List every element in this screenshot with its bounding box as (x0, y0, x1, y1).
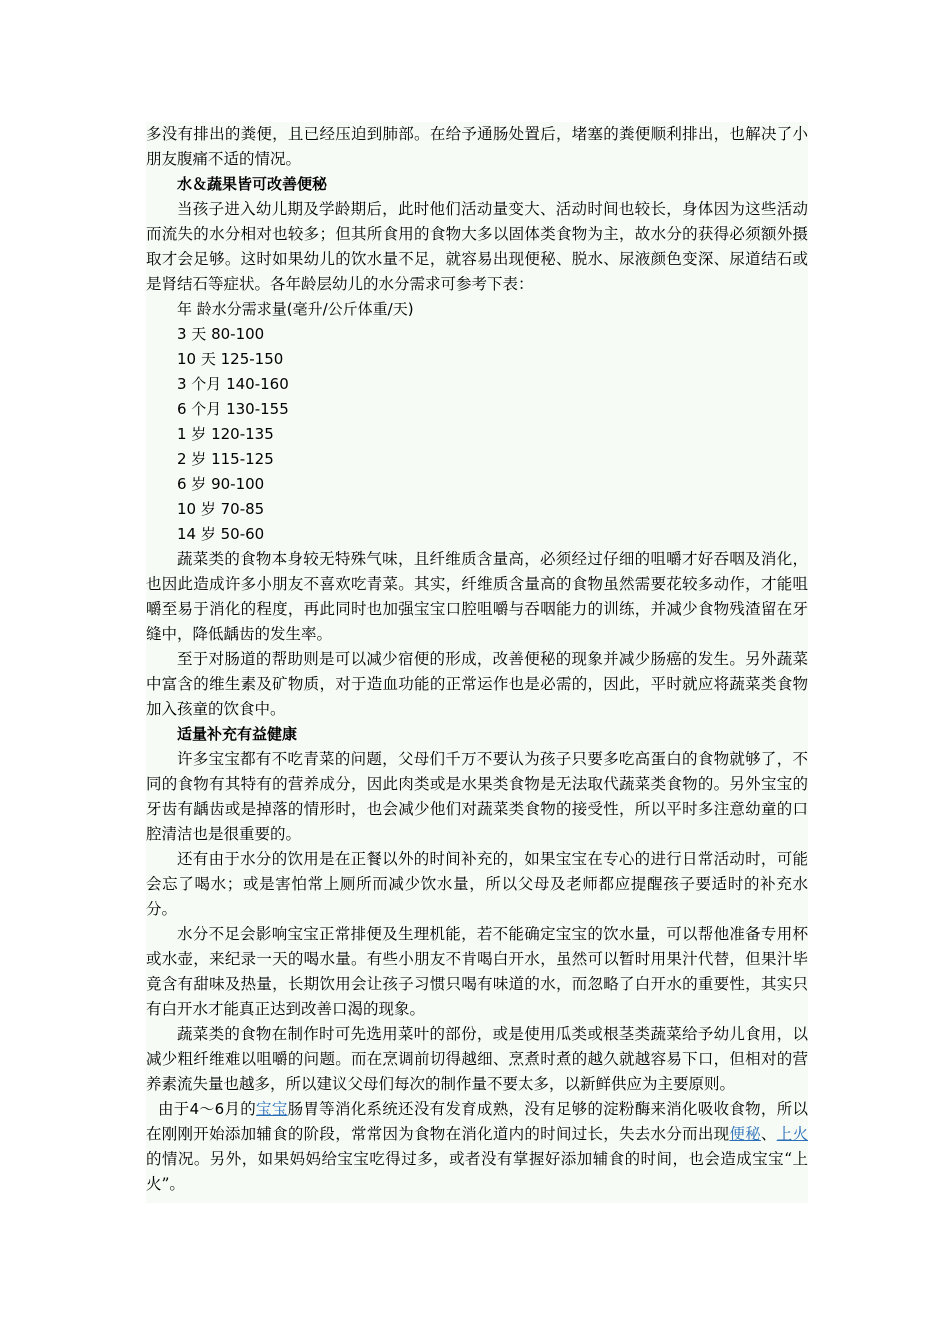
table-row: 14 岁 50-60 (177, 525, 265, 543)
table-row: 3 个月 140-160 (177, 375, 289, 393)
text-fragment: 月的 (224, 1100, 257, 1118)
text-fragment: 4～6 (189, 1100, 225, 1118)
section-heading-water-vegetables: 水＆蔬果皆可改善便秘 (177, 175, 328, 193)
paragraph-drinking-water: 还有由于水分的饮用是在正餐以外的时间补充的，如果宝宝在专心的进行日常活动时，可能会忘了喝水；或是害怕常上厕所而减少饮水量，所以父母及老师都应提醒孩子要适时的补充水分。 (146, 850, 808, 918)
text-fragment: 的情况。另外，如果妈妈给宝宝吃得过多，或者没有掌握好添加辅食的时间，也会造成宝宝“上火”。 (146, 1150, 808, 1193)
table-row: 3 天 80-100 (177, 325, 265, 343)
table-row: 10 天 125-150 (177, 350, 284, 368)
table-row: 6 岁 90-100 (177, 475, 265, 493)
table-header: 年 龄水分需求量(毫升/公斤体重/天) (177, 300, 414, 318)
paragraph-no-vegetables: 许多宝宝都有不吃青菜的问题，父母们千万不要认为孩子只要多吃高蛋白的食物就够了，不同的食物有其特有的营养成分，因此肉类或是水果类食物是无法取代蔬菜类食物的。另外宝宝的牙齿有龋齿或是掉落的情形时，也会减少他们对蔬菜类食物的接受性，所以平时多注意幼童的口腔清洁也是很重要的。 (146, 750, 808, 843)
link-baby[interactable]: 宝宝 (256, 1100, 288, 1118)
paragraph-vegetable-preparation: 蔬菜类的食物在制作时可先选用菜叶的部份，或是使用瓜类或根茎类蔬菜给予幼儿食用，以减少粗纤维难以咀嚼的问题。而在烹调前切得越细、烹煮时煮的越久就越容易下口，但相对的营养素流失量也越多，所以建议父母们每次的制作量不要太多，以新鲜供应为主要原则。 (146, 1025, 808, 1093)
water-requirement-table (146, 297, 808, 547)
link-internal-heat[interactable]: 上火 (776, 1125, 808, 1143)
text-fragment: 肠胃等消化系统还没有发育成熟，没有足够的淀粉酶来消化吸收食物，所以在刚刚开始添加辅食的阶段，常常因为食物在消化道内的时间过长，失去水分而出现 (146, 1100, 808, 1143)
section-heading-healthy-supplement: 适量补充有益健康 (177, 725, 298, 743)
paragraph-complementary-food (146, 1097, 808, 1197)
article-body (146, 122, 808, 1203)
paragraph-vegetable-fiber: 蔬菜类的食物本身较无特殊气味，且纤维质含量高，必须经过仔细的咀嚼才好吞咽及消化，也因此造成许多小朋友不喜欢吃青菜。其实，纤维质含量高的食物虽然需要花较多动作，才能咀嚼至易于消化的程度，再此同时也加强宝宝口腔咀嚼与吞咽能力的训练，并减少食物残渣留在牙缝中，降低龋齿的发生率。 (146, 550, 808, 643)
table-row: 6 个月 130-155 (177, 400, 289, 418)
table-row: 2 岁 115-125 (177, 450, 274, 468)
paragraph-insufficient-water: 水分不足会影响宝宝正常排便及生理机能，若不能确定宝宝的饮水量，可以帮他准备专用杯或水壶，来纪录一天的喝水量。有些小朋友不肯喝白开水，虽然可以暂时用果汁代替，但果汁毕竟含有甜味及热量，长期饮用会让孩子习惯只喝有味道的水，而忽略了白开水的重要性，其实只有白开水才能真正达到改善口渴的现象。 (146, 925, 808, 1018)
paragraph-intestine-help: 至于对肠道的帮助则是可以减少宿便的形成，改善便秘的现象并减少肠癌的发生。另外蔬菜中富含的维生素及矿物质，对于造血功能的正常运作也是必需的，因此，平时就应将蔬菜类食物加入孩童的饮食中。 (146, 650, 808, 718)
text-fragment: 由于 (158, 1100, 190, 1118)
paragraph-water-intake: 当孩子进入幼儿期及学龄期后，此时他们活动量变大、活动时间也较长，身体因为这些活动而流失的水分相对也较多；但其所食用的食物大多以固体类食物为主，故水分的获得必须额外摄取才会足够。这时如果幼儿的饮水量不足，就容易出现便秘、脱水、尿液颜色变深、尿道结石或是肾结石等症状。各年龄层幼儿的水分需求可参考下表： (146, 200, 808, 293)
link-constipation[interactable]: 便秘 (729, 1125, 761, 1143)
table-row: 1 岁 120-135 (177, 425, 274, 443)
text-fragment: 、 (760, 1125, 777, 1143)
paragraph-continued: 多没有排出的粪便，且已经压迫到肺部。在给予通肠处置后，堵塞的粪便顺利排出，也解决了小朋友腹痛不适的情况。 (146, 125, 808, 168)
table-row: 10 岁 70-85 (177, 500, 265, 518)
